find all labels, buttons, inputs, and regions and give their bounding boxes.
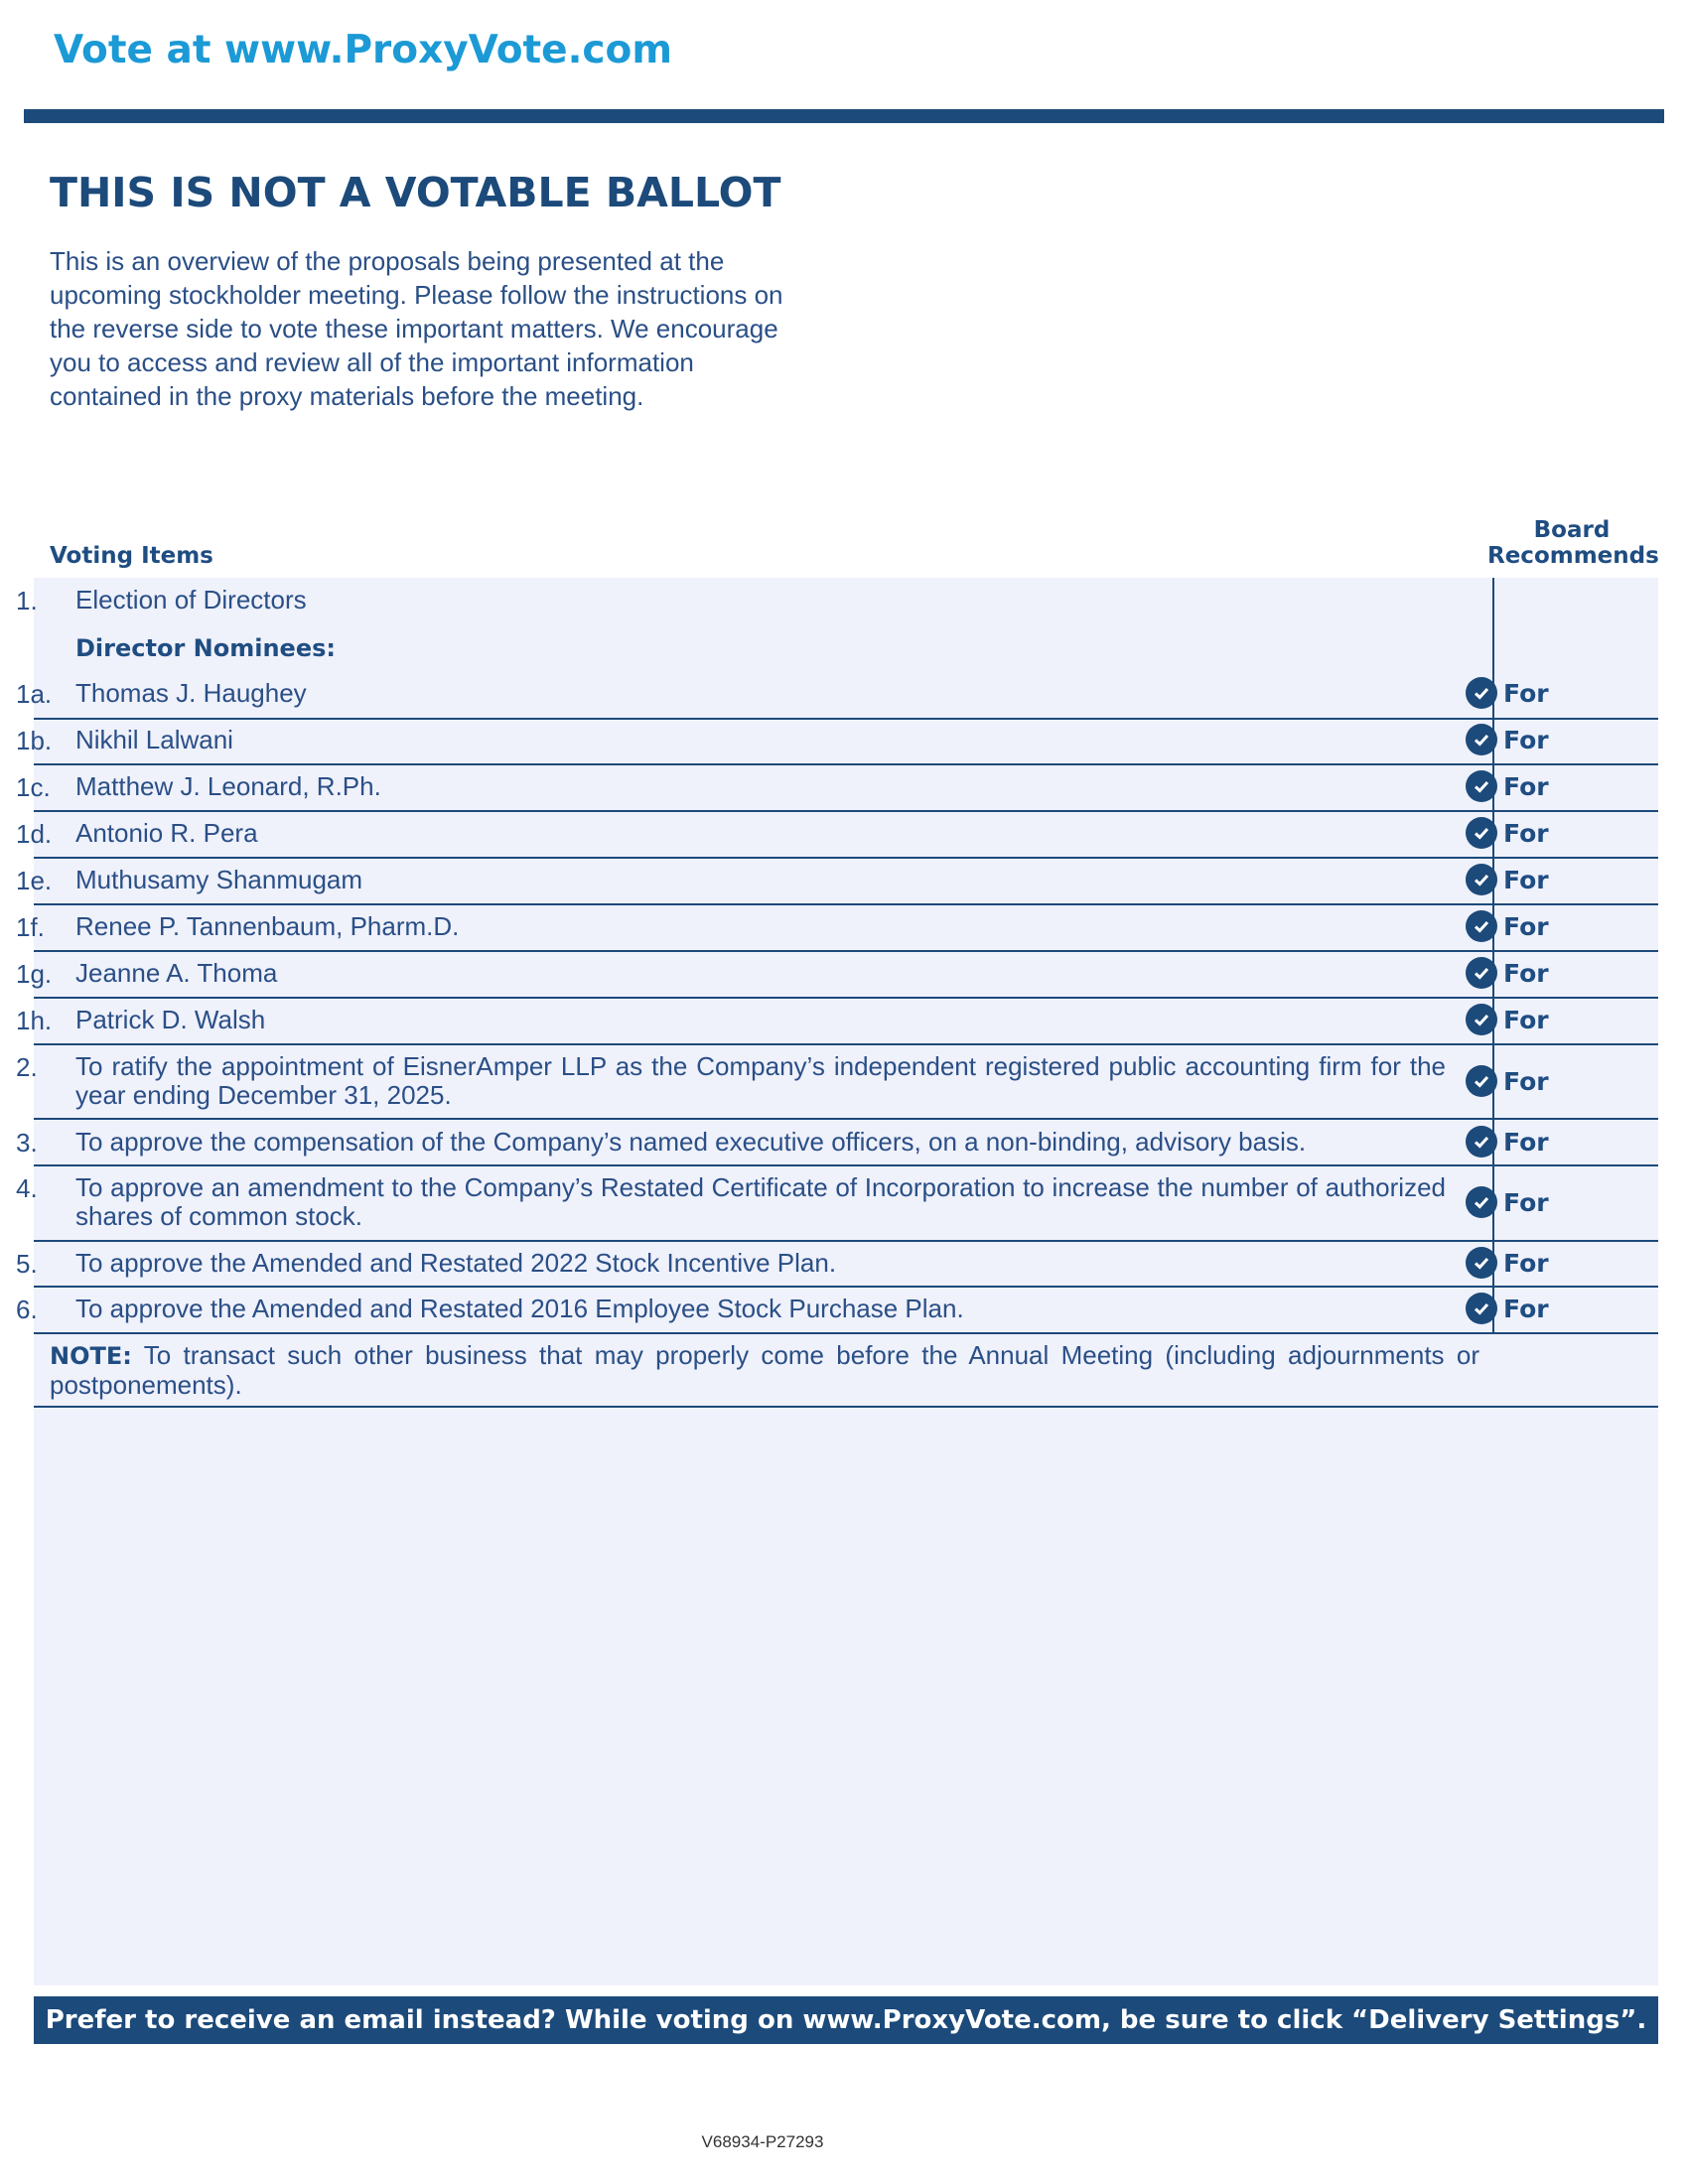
row-divider [34, 718, 1658, 720]
item-text: To approve the Amended and Restated 2022 Stock Incentive Plan. [75, 1248, 837, 1278]
note-paragraph [50, 1341, 1479, 1400]
check-circle-icon [1466, 864, 1497, 895]
check-circle-icon [1466, 817, 1497, 849]
note-label: NOTE: [50, 1342, 132, 1370]
board-recommends-line: Board [1533, 517, 1611, 543]
board-recommends-header [1487, 517, 1659, 569]
board-recommendation [1466, 910, 1549, 942]
item-text: To ratify the appointment of EisnerAmper LLP as the Company’s independent registered public accounting firm for the year ending December 31, 2025. [75, 1051, 1446, 1110]
item-number: 1b. [16, 726, 53, 755]
check-circle-icon [1466, 1004, 1497, 1035]
board-recommendation [1466, 864, 1549, 895]
recommendation-label: For [1503, 1294, 1549, 1323]
check-circle-icon [1466, 1186, 1497, 1218]
board-recommendation [1466, 1186, 1549, 1218]
recommendation-label: For [1503, 678, 1549, 708]
item-text: Jeanne A. Thoma [75, 958, 278, 988]
board-recommendation [1466, 724, 1549, 755]
row-divider [34, 1118, 1658, 1120]
item-number: 5. [16, 1249, 38, 1279]
recommendation-label: For [1503, 958, 1549, 988]
intro-line: contained in the proxy materials before the meeting. [50, 381, 644, 411]
delivery-settings-banner: Prefer to receive an email instead? While voting on www.ProxyVote.com, be sure to click “Delivery Settings”. [34, 1996, 1658, 2044]
board-recommendation [1466, 1004, 1549, 1035]
item-text: Patrick D. Walsh [75, 1005, 266, 1034]
check-circle-icon [1466, 724, 1497, 755]
recommendation-label: For [1503, 1127, 1549, 1157]
recommendation-label: For [1503, 725, 1549, 754]
check-circle-icon [1466, 910, 1497, 942]
item-text: To approve the compensation of the Company’s named executive officers, on a non-binding, advisory basis. [75, 1127, 1307, 1157]
recommendation-label: For [1503, 911, 1549, 941]
item-text: Muthusamy Shanmugam [75, 865, 363, 894]
header-divider [24, 109, 1664, 123]
board-recommendation [1466, 770, 1549, 802]
item-text: Antonio R. Pera [75, 818, 258, 848]
recommendation-label: For [1503, 1248, 1549, 1278]
item-text: To approve the Amended and Restated 2016 Employee Stock Purchase Plan. [75, 1294, 964, 1323]
check-circle-icon [1466, 1247, 1497, 1279]
row-divider [34, 810, 1658, 812]
recommendation-label: For [1503, 1187, 1549, 1217]
item-number: 1d. [16, 819, 53, 849]
director-nominees-heading: Director Nominees: [75, 634, 336, 662]
item-number: 1a. [16, 679, 53, 709]
note-text: To transact such other business that may properly come before the Annual Meeting (including adjournments or postponements). [50, 1340, 1479, 1400]
item-text: Matthew J. Leonard, R.Ph. [75, 771, 381, 801]
election-text: Election of Directors [75, 585, 307, 614]
item-number: 1g. [16, 959, 53, 989]
board-recommendation [1466, 677, 1549, 709]
check-circle-icon [1466, 1126, 1497, 1158]
row-divider [34, 1406, 1658, 1408]
recommendation-label: For [1503, 865, 1549, 894]
board-recommends-line: Recommends [1487, 543, 1659, 569]
intro-line: you to access and review all of the important information [50, 347, 694, 377]
item-number: 1c. [16, 772, 51, 802]
recommendation-label: For [1503, 818, 1549, 848]
row-divider [34, 950, 1658, 952]
check-circle-icon [1466, 1293, 1497, 1324]
board-recommendation [1466, 1247, 1549, 1279]
item-text: Renee P. Tannenbaum, Pharm.D. [75, 911, 460, 941]
item-number: 1h. [16, 1006, 53, 1035]
board-recommendation [1466, 1126, 1549, 1158]
document-code: V68934-P27293 [701, 2132, 824, 2151]
election-number: 1. [16, 586, 38, 615]
board-recommendation [1466, 1065, 1549, 1097]
row-divider [34, 903, 1658, 905]
board-recommendation [1466, 817, 1549, 849]
item-number: 1e. [16, 866, 53, 895]
voting-items-header: Voting Items [50, 543, 213, 569]
item-text: To approve an amendment to the Company’s Restated Certificate of Incorporation to increase the number of authorized shares of common stock. [75, 1172, 1446, 1231]
row-divider [34, 763, 1658, 765]
item-number: 4. [16, 1173, 38, 1203]
check-circle-icon [1466, 677, 1497, 709]
item-number: 2. [16, 1052, 38, 1082]
proxyvote-header-link[interactable]: Vote at www.ProxyVote.com [54, 28, 672, 72]
check-circle-icon [1466, 770, 1497, 802]
intro-line: This is an overview of the proposals being presented at the [50, 246, 725, 276]
row-divider [34, 1043, 1658, 1045]
page-title: THIS IS NOT A VOTABLE BALLOT [50, 169, 781, 216]
recommendation-label: For [1503, 771, 1549, 801]
row-divider [34, 1286, 1658, 1288]
item-number: 3. [16, 1128, 38, 1158]
intro-line: the reverse side to vote these important matters. We encourage [50, 314, 778, 343]
item-number: 1f. [16, 912, 45, 942]
row-divider [34, 1164, 1658, 1166]
intro-line: upcoming stockholder meeting. Please follow the instructions on [50, 280, 783, 310]
row-divider [34, 857, 1658, 859]
row-divider [34, 1240, 1658, 1242]
recommendation-label: For [1503, 1066, 1549, 1096]
check-circle-icon [1466, 1065, 1497, 1097]
item-number: 6. [16, 1295, 38, 1324]
check-circle-icon [1466, 957, 1497, 989]
board-recommendation [1466, 1293, 1549, 1324]
item-text: Thomas J. Haughey [75, 678, 307, 708]
row-divider [34, 1332, 1658, 1334]
item-text: Nikhil Lalwani [75, 725, 233, 754]
recommendation-label: For [1503, 1005, 1549, 1034]
board-recommendation [1466, 957, 1549, 989]
row-divider [34, 997, 1658, 999]
intro-paragraph [50, 244, 834, 413]
